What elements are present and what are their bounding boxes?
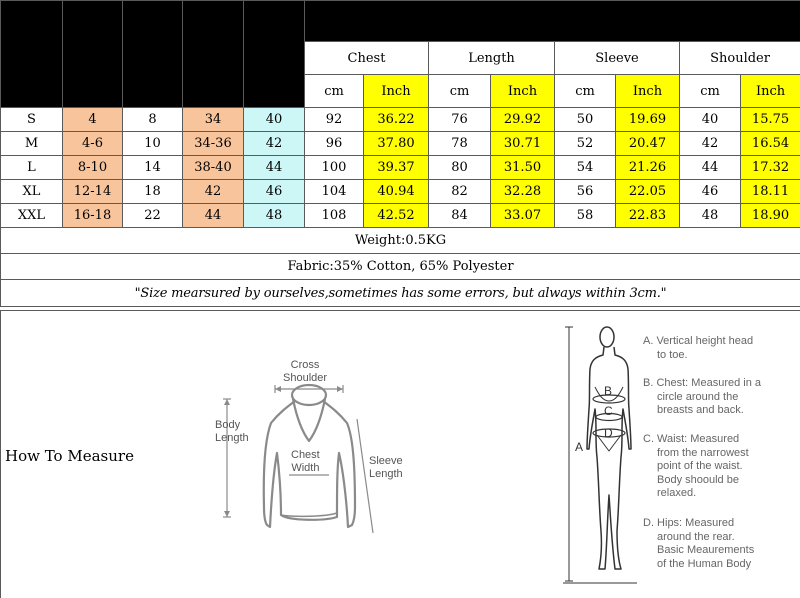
length-cm-cell: 78 — [429, 132, 491, 156]
body-figure-illustration — [559, 325, 639, 587]
chest-cm-cell: 100 — [305, 156, 364, 180]
shirt-diagram — [207, 357, 422, 557]
note-d: D. Hips: Measured around the rear. Basic Meaurements of the Human Body — [643, 517, 755, 570]
sleeve-inch-cell: 22.05 — [616, 180, 680, 204]
eu-cell: 34 — [183, 108, 244, 132]
chest-inch-cell: 37.80 — [364, 132, 429, 156]
chest-cm-cell: 92 — [305, 108, 364, 132]
table-row — [1, 132, 800, 156]
shoulder-inch-cell: 18.11 — [741, 180, 800, 204]
length-inch-cell: 29.92 — [491, 108, 555, 132]
shoulder-cm-cell: 40 — [680, 108, 741, 132]
letter-b: B — [604, 384, 613, 398]
shoulder-cm-cell: 48 — [680, 204, 741, 228]
unit-inch: Inch — [616, 75, 680, 108]
size-cell: L — [1, 156, 63, 180]
note-c: C. Waist: Measured from the narrowest point of the waist. Body shoould be relaxed. — [643, 433, 749, 499]
length-inch-cell: 32.28 — [491, 180, 555, 204]
sleeve-cm-cell: 52 — [555, 132, 616, 156]
letter-c: C — [604, 404, 613, 418]
table-row — [1, 156, 800, 180]
unit-cm: cm — [555, 75, 616, 108]
shoulder-cm-cell: 42 — [680, 132, 741, 156]
chest-inch-cell: 36.22 — [364, 108, 429, 132]
sleeve-cm-cell: 50 — [555, 108, 616, 132]
size-cell: XL — [1, 180, 63, 204]
length-inch-cell: 33.07 — [491, 204, 555, 228]
uk-cell: 18 — [123, 180, 183, 204]
sleeve-length-label: Sleeve Length — [369, 455, 403, 480]
shoulder-header: Shoulder — [680, 42, 800, 75]
chest-cm-cell: 104 — [305, 180, 364, 204]
chest-header: Chest — [305, 42, 429, 75]
shoulder-inch-cell: 15.75 — [741, 108, 800, 132]
unit-cm: cm — [305, 75, 364, 108]
sleeve-inch-cell: 20.47 — [616, 132, 680, 156]
unit-cm: cm — [680, 75, 741, 108]
eu-cell: 34-36 — [183, 132, 244, 156]
letter-a: A — [575, 440, 584, 454]
us-size-header: US Size — [63, 1, 123, 108]
eu-cell: 42 — [183, 180, 244, 204]
how-to-measure-label: How To Measure — [5, 447, 134, 465]
shoulder-inch-cell: 18.90 — [741, 204, 800, 228]
unit-inch: Inch — [491, 75, 555, 108]
table-row — [1, 204, 800, 228]
chest-width-label: Chest Width — [291, 449, 320, 474]
uk-cell: 10 — [123, 132, 183, 156]
length-cm-cell: 82 — [429, 180, 491, 204]
weight-row: Weight:0.5KG — [1, 228, 800, 254]
chest-cm-cell: 108 — [305, 204, 364, 228]
uk-cell: 22 — [123, 204, 183, 228]
size-cell: M — [1, 132, 63, 156]
length-header: Length — [429, 42, 555, 75]
ru-size-header: RU Size — [244, 1, 305, 108]
letter-d: D — [604, 426, 613, 440]
size-header: Size — [1, 1, 63, 108]
cross-shoulder-label: Cross Shoulder — [283, 359, 328, 384]
shoulder-cm-cell: 46 — [680, 180, 741, 204]
size-cell: S — [1, 108, 63, 132]
size-cell: XXL — [1, 204, 63, 228]
shoulder-inch-cell: 16.54 — [741, 132, 800, 156]
how-to-measure-section — [0, 310, 800, 598]
unit-inch: Inch — [741, 75, 800, 108]
table-row — [1, 108, 800, 132]
sleeve-inch-cell: 21.26 — [616, 156, 680, 180]
chest-inch-cell: 42.52 — [364, 204, 429, 228]
shoulder-cm-cell: 44 — [680, 156, 741, 180]
length-inch-cell: 31.50 — [491, 156, 555, 180]
length-cm-cell: 80 — [429, 156, 491, 180]
ru-cell: 46 — [244, 180, 305, 204]
sleeve-inch-cell: 22.83 — [616, 204, 680, 228]
length-cm-cell: 76 — [429, 108, 491, 132]
us-cell: 4 — [63, 108, 123, 132]
length-cm-cell: 84 — [429, 204, 491, 228]
sleeve-cm-cell: 58 — [555, 204, 616, 228]
unit-cm: cm — [429, 75, 491, 108]
body-length-label: Body Length — [215, 419, 249, 444]
sleeve-header: Sleeve — [555, 42, 680, 75]
uk-cell: 8 — [123, 108, 183, 132]
measurement-title: 0342# Measurement — [305, 1, 800, 42]
note-b: B. Chest: Measured in a circle around the breasts and back. — [643, 377, 762, 416]
note-a: A. Vertical height head to toe. — [643, 335, 754, 361]
uk-cell: 14 — [123, 156, 183, 180]
eu-size-header: EU Size — [183, 1, 244, 108]
fabric-row: Fabric:35% Cotton, 65% Polyester — [1, 254, 800, 280]
ru-cell: 44 — [244, 156, 305, 180]
us-cell: 4-6 — [63, 132, 123, 156]
ru-cell: 48 — [244, 204, 305, 228]
ru-cell: 42 — [244, 132, 305, 156]
eu-cell: 38-40 — [183, 156, 244, 180]
table-row — [1, 180, 800, 204]
unit-inch: Inch — [364, 75, 429, 108]
sleeve-cm-cell: 56 — [555, 180, 616, 204]
chest-cm-cell: 96 — [305, 132, 364, 156]
body-diagram — [559, 325, 639, 592]
measurement-note: "Size mearsured by ourselves,sometimes has some errors, but always within 3cm." — [1, 280, 800, 307]
chest-inch-cell: 39.37 — [364, 156, 429, 180]
shoulder-inch-cell: 17.32 — [741, 156, 800, 180]
us-cell: 8-10 — [63, 156, 123, 180]
length-inch-cell: 30.71 — [491, 132, 555, 156]
us-cell: 16-18 — [63, 204, 123, 228]
chest-inch-cell: 40.94 — [364, 180, 429, 204]
us-cell: 12-14 — [63, 180, 123, 204]
sleeve-inch-cell: 19.69 — [616, 108, 680, 132]
ru-cell: 40 — [244, 108, 305, 132]
eu-cell: 44 — [183, 204, 244, 228]
sleeve-cm-cell: 54 — [555, 156, 616, 180]
uk-size-header: UK Size — [123, 1, 183, 108]
